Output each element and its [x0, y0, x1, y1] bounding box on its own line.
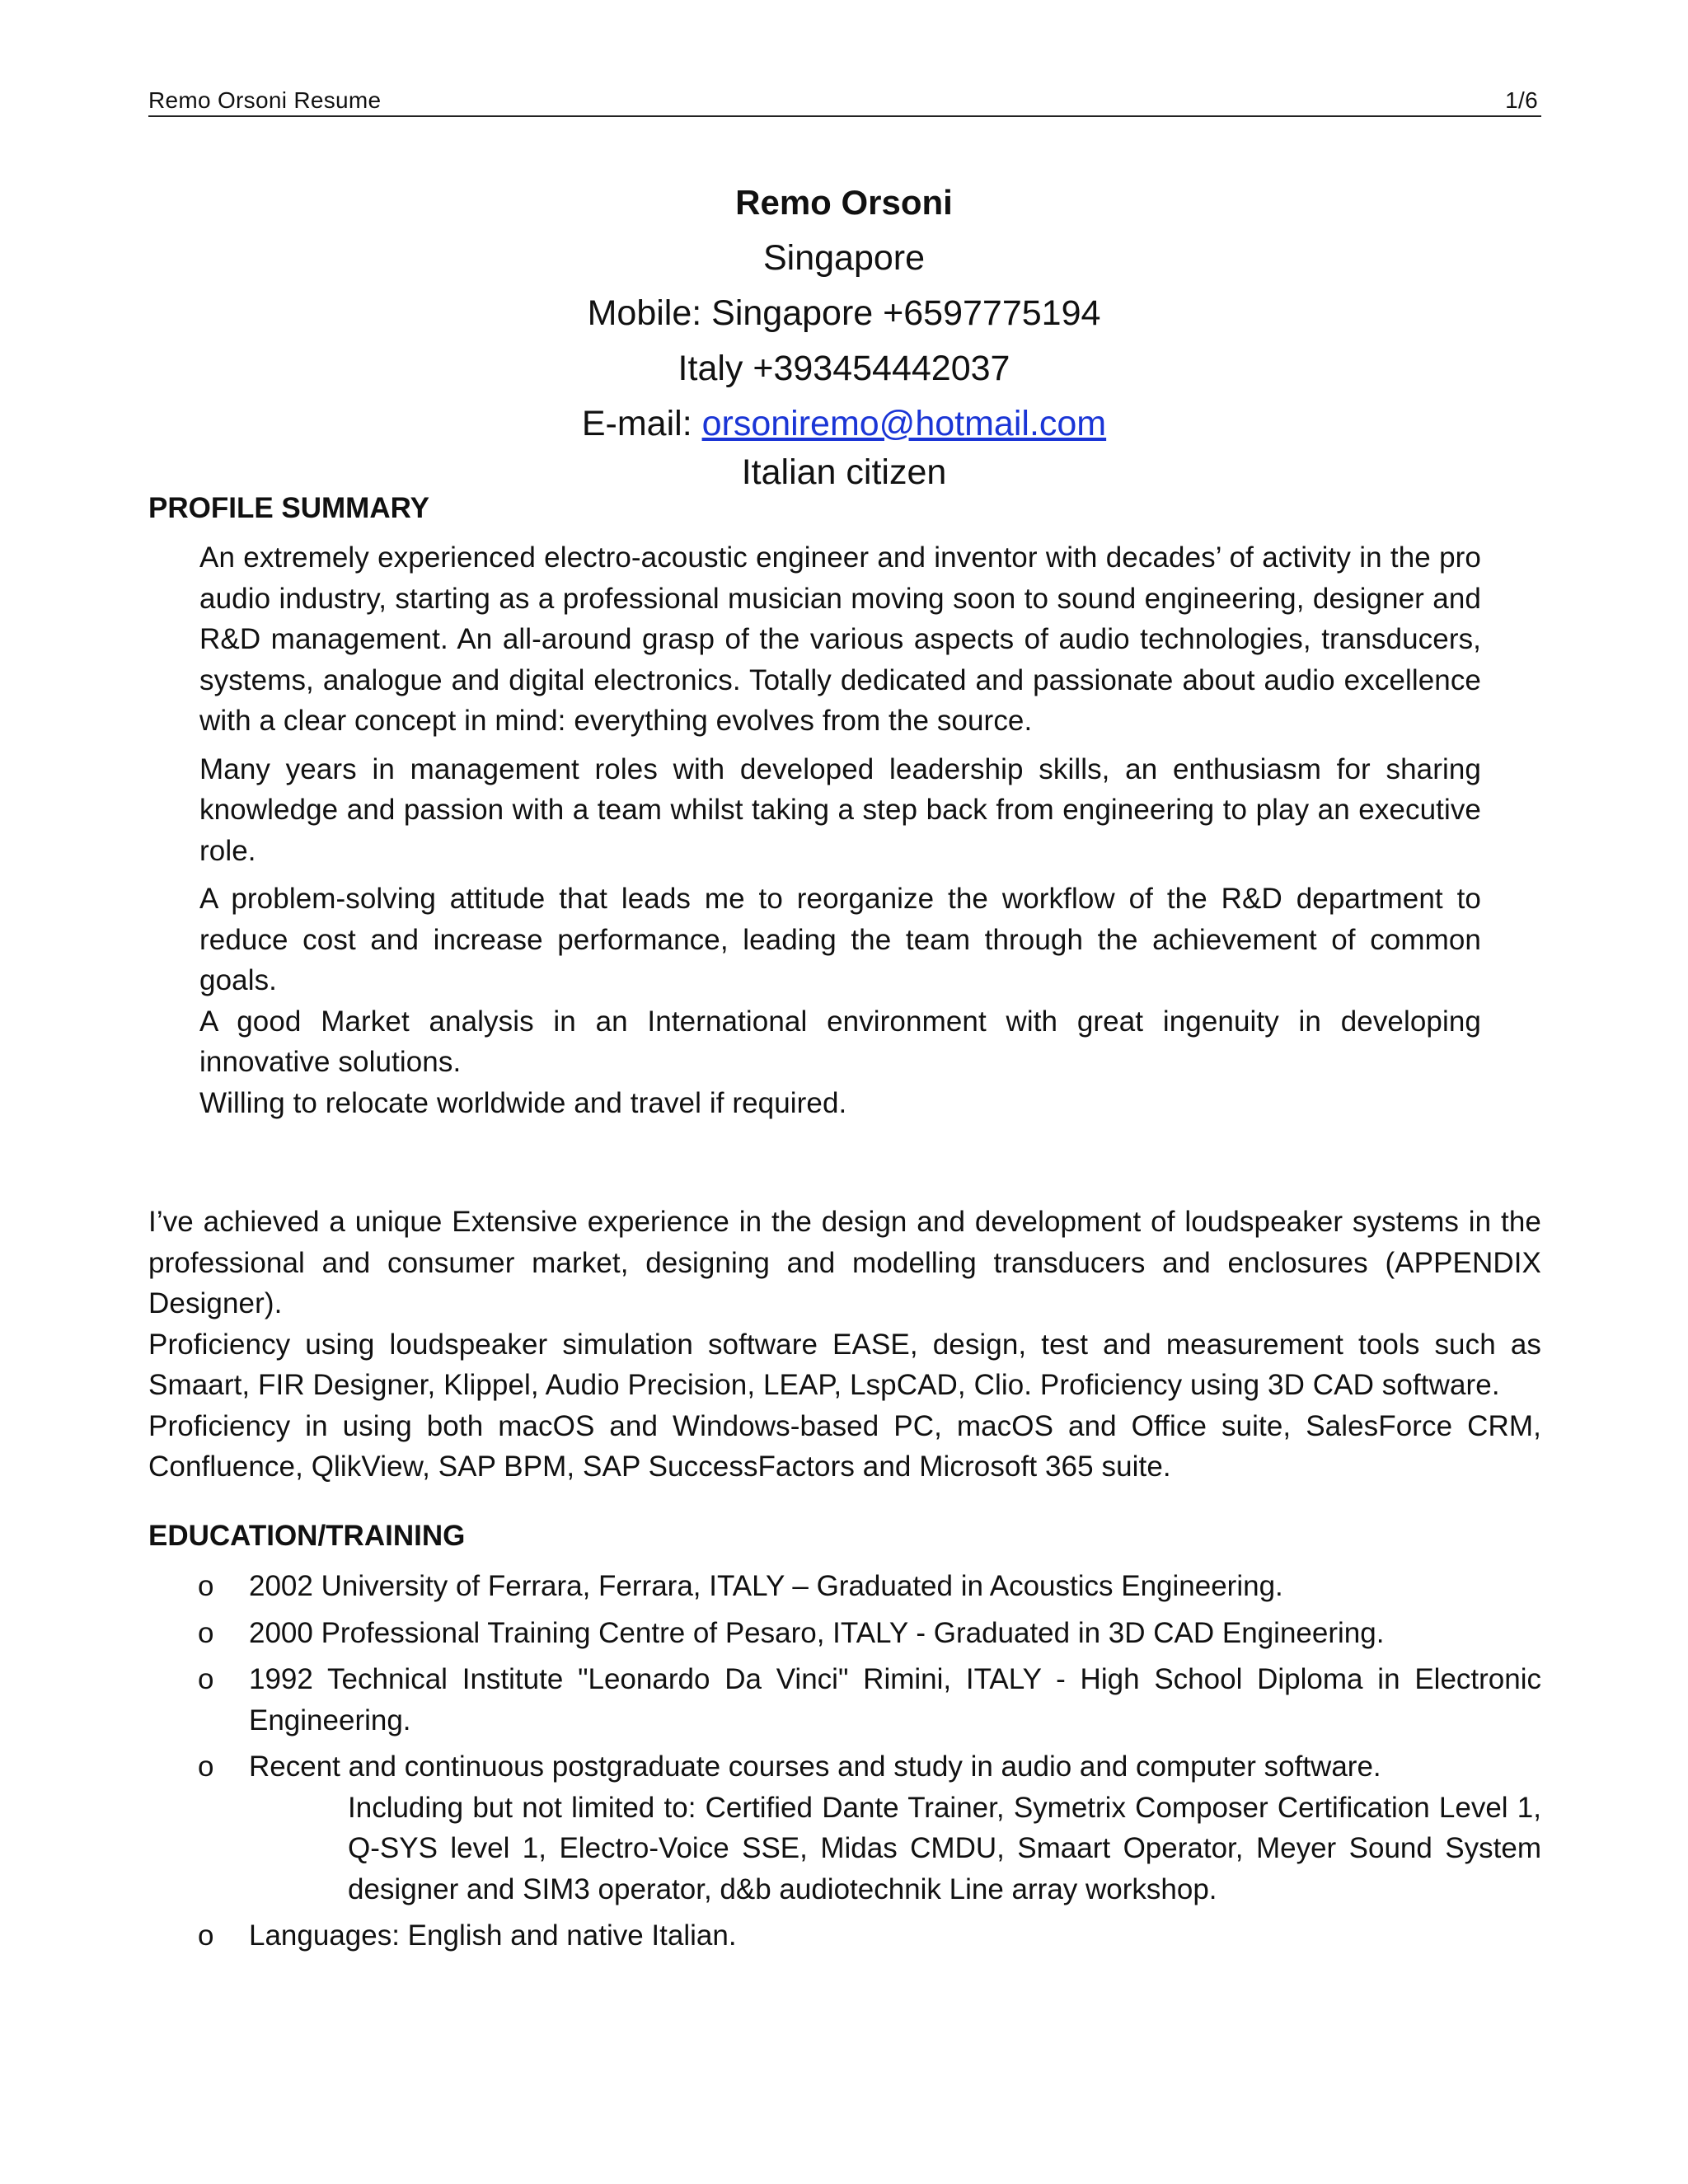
- education-item-text: Languages: English and native Italian.: [249, 1919, 737, 1952]
- bullet-icon: o: [198, 1750, 214, 1783]
- profile-paragraph: A good Market analysis in an International environment with great ingenuity in developing innovative solutions.: [199, 1005, 1481, 1078]
- running-header: [148, 84, 1541, 117]
- education-item-text: 1992 Technical Institute "Leonardo Da Vinci" Rimini, ITALY - High School Diploma in Electronic Engineering.: [249, 1663, 1541, 1736]
- profile-summary: [199, 537, 1481, 1123]
- header-title: Remo Orsoni Resume: [148, 87, 382, 113]
- contact-italy-phone: Italy +393454442037: [678, 349, 1010, 388]
- contact-mobile: Mobile: Singapore +6597775194: [587, 293, 1101, 333]
- email-link[interactable]: orsoniremo@hotmail.com: [701, 404, 1107, 443]
- education-item: [198, 1613, 1541, 1654]
- education-item-text: Recent and continuous postgraduate courses and study in audio and computer software.: [249, 1750, 1381, 1783]
- education-item-text: 2000 Professional Training Centre of Pesaro, ITALY - Graduated in 3D CAD Engineering.: [249, 1616, 1385, 1649]
- experience-paragraph: Proficiency using loudspeaker simulation software EASE, design, test and measurement tools such as Smaart, FIR Designer, Klippel, Audio Precision, LEAP, LspCAD, Clio. Proficiency using 3D CAD software.: [148, 1328, 1541, 1401]
- education-item: [198, 1746, 1541, 1910]
- contact-block: [0, 175, 1688, 493]
- page-number: 1/6: [1505, 87, 1538, 113]
- contact-email-line: [0, 396, 1688, 452]
- profile-paragraph: An extremely experienced electro-acoustic engineer and inventor with decades’ of activity in the pro audio industry, starting as a professional musician moving soon to sound engineering, designer and R&D management. An all-around grasp of the various aspects of audio technologies, transducers, systems, analogue and digital electronics. Totally dedicated and passionate about audio excellence with a clear concept in mind: everything evolves from the source.: [199, 541, 1481, 737]
- email-label: E-mail:: [581, 404, 702, 443]
- courses-detail: Including but not limited to: Certified Dante Trainer, Symetrix Composer Certification Level 1, Q-SYS level 1, Electro-Voice SSE, Midas CMDU, Smaart Operator, Meyer Sound System designer and SIM3 operator, d&b audiotechnik Line array workshop.: [348, 1791, 1541, 1905]
- bullet-icon: o: [198, 1919, 214, 1952]
- education-heading: EDUCATION/TRAINING: [148, 1520, 466, 1552]
- profile-paragraph: Willing to relocate worldwide and travel if required.: [199, 1086, 847, 1119]
- contact-city: Singapore: [762, 238, 926, 278]
- education-item: [198, 1915, 1541, 1957]
- profile-summary-heading: PROFILE SUMMARY: [148, 492, 429, 524]
- education-list: [198, 1566, 1541, 1962]
- education-item: [198, 1659, 1541, 1741]
- education-item-text: 2002 University of Ferrara, Ferrara, ITALY – Graduated in Acoustics Engineering.: [249, 1570, 1283, 1602]
- profile-paragraph: Many years in management roles with developed leadership skills, an enthusiasm for sharing knowledge and passion with a team whilst taking a step back from engineering to play an executive role.: [199, 752, 1481, 867]
- experience-paragraph: Proficiency in using both macOS and Windows-based PC, macOS and Office suite, SalesForce CRM, Confluence, QlikView, SAP BPM, SAP SuccessFactors and Microsoft 365 suite.: [148, 1409, 1541, 1483]
- experience-paragraph: I’ve achieved a unique Extensive experience in the design and development of loudspeaker systems in the professional and consumer market, designing and modelling transducers and enclosures (APPENDIX Designer).: [148, 1206, 1541, 1319]
- bullet-icon: o: [198, 1616, 214, 1649]
- contact-citizenship: Italian citizen: [741, 452, 947, 492]
- experience-summary: [148, 1202, 1541, 1488]
- candidate-name: Remo Orsoni: [735, 183, 953, 222]
- bullet-icon: o: [198, 1663, 214, 1695]
- education-item: [198, 1566, 1541, 1607]
- bullet-icon: o: [198, 1570, 214, 1602]
- profile-paragraph: A problem-solving attitude that leads me to reorganize the workflow of the R&D department to reduce cost and increase performance, leading the team through the achievement of common goals.: [199, 883, 1481, 996]
